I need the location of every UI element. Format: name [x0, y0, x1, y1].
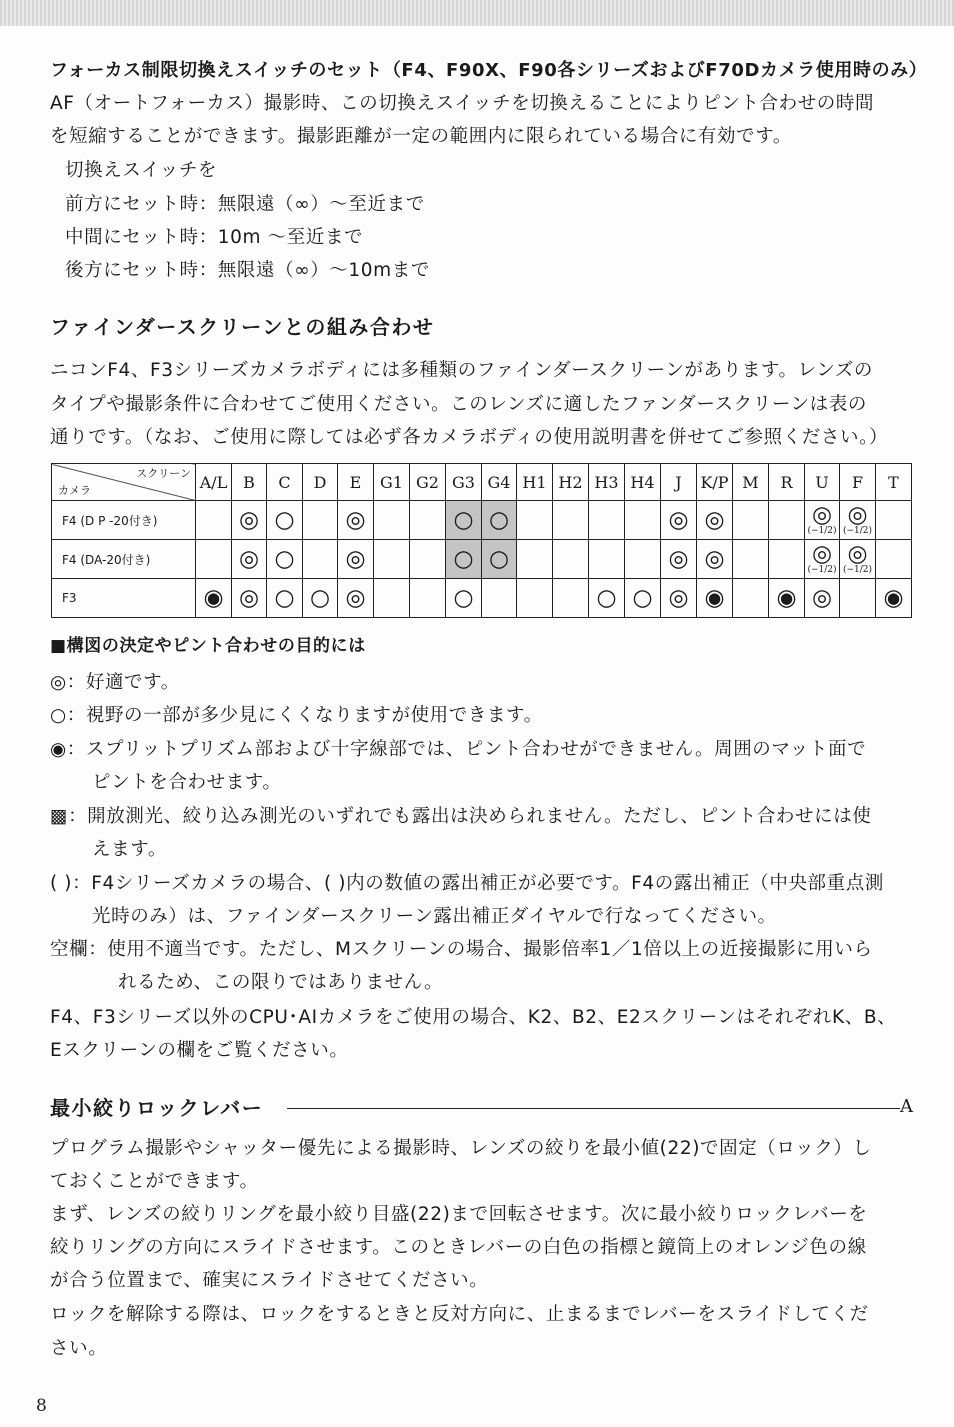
compatibility-cell: [769, 501, 805, 540]
table-row: [52, 579, 912, 618]
compatibility-symbol: ◎: [345, 507, 366, 533]
min-aperture-para-line: ておくことができます。: [50, 1171, 259, 1192]
compatibility-cell: [232, 579, 267, 618]
compatibility-cell: [661, 540, 697, 579]
legend-item: ▩：開放測光、絞り込み測光のいずれでも露出は決められません。ただし、ピント合わせには使: [50, 806, 872, 827]
compatibility-symbol: ◉: [704, 585, 725, 611]
corner-screen-label: スクリーン: [136, 467, 191, 480]
compatibility-cell: [338, 579, 374, 618]
legend-item: ( )：F4シリーズカメラの場合、( )内の数値の露出補正が必要です。F4の露出補正（中央部重点測: [50, 873, 884, 894]
compatibility-cell: [303, 540, 338, 579]
compatibility-cell: [589, 501, 625, 540]
compatibility-cell: [410, 501, 446, 540]
compatibility-cell: [517, 540, 553, 579]
min-aperture-para-line: さい。: [50, 1338, 108, 1359]
table-row: [52, 501, 912, 540]
compatibility-cell: [482, 540, 517, 579]
compatibility-cell: [374, 540, 410, 579]
compatibility-cell: [446, 540, 482, 579]
compatibility-cell: [805, 579, 840, 618]
compatibility-cell: [374, 501, 410, 540]
column-header: A/L: [196, 464, 232, 501]
compatibility-cell: [232, 540, 267, 579]
column-header: G4: [482, 464, 517, 501]
compatibility-cell: [840, 540, 876, 579]
compatibility-cell: [338, 540, 374, 579]
compatibility-cell: [733, 579, 769, 618]
legend-item-cont: れるため、この限りではありません。: [118, 972, 444, 993]
compatibility-cell: [733, 501, 769, 540]
column-header: J: [661, 464, 697, 501]
min-aperture-heading: 最小絞りロックレバー: [50, 1096, 264, 1120]
column-header: B: [232, 464, 267, 501]
column-header: D: [303, 464, 338, 501]
column-header: H1: [517, 464, 553, 501]
legend-item-cont: 光時のみ）は、ファインダースクリーン露出補正ダイヤルで行なってください。: [92, 906, 777, 927]
compatibility-symbol: ◎: [668, 585, 689, 611]
focus-limit-line: 前方にセット時：無限遠（∞）〜至近まで: [65, 194, 425, 215]
column-header: H3: [589, 464, 625, 501]
compatibility-symbol: ◎: [847, 502, 868, 528]
min-aperture-para-line: 絞りリングの方向にスライドさせます。このときレバーの白色の指標と鏡筒上のオレンジ色の線: [50, 1237, 867, 1258]
compatibility-cell: [697, 540, 733, 579]
column-header: U: [805, 464, 840, 501]
table-header-row: [52, 464, 912, 501]
camera-label: F3: [52, 579, 196, 618]
finder-para-line: タイプや撮影条件に合わせてご使用ください。このレンズに適したファンダースクリーンは表の: [50, 394, 867, 415]
finder-para-line: ニコンF4、F3シリーズカメラボディには多種類のファインダースクリーンがあります。レンズの: [50, 360, 874, 381]
compatibility-symbol: ○: [488, 507, 510, 533]
compatibility-symbol: ◎: [668, 507, 689, 533]
compatibility-cell: [303, 579, 338, 618]
compatibility-cell: [661, 579, 697, 618]
exposure-compensation: (−1/2): [842, 565, 873, 575]
compatibility-cell: [410, 540, 446, 579]
compatibility-symbol: ○: [274, 507, 295, 533]
compatibility-cell: [661, 501, 697, 540]
compatibility-symbol: ○: [488, 546, 510, 572]
compatibility-symbol: ◎: [704, 507, 725, 533]
compatibility-cell: [553, 501, 589, 540]
table-row: [52, 540, 912, 579]
compatibility-cell: [517, 501, 553, 540]
compatibility-cell: [267, 540, 303, 579]
compatibility-symbol: ○: [453, 507, 474, 533]
legend-note-line: Eスクリーンの欄をご覧ください。: [50, 1040, 349, 1061]
page-number: 8: [36, 1396, 47, 1416]
compatibility-cell: [697, 501, 733, 540]
compatibility-symbol: ◉: [776, 585, 797, 611]
exposure-compensation: (−1/2): [807, 565, 837, 575]
legend-item: ◎：好適です。: [50, 672, 180, 693]
compatibility-symbol: ◎: [345, 585, 366, 611]
focus-limit-heading: フォーカス制限切換えスイッチのセット（F4、F90X、F90各シリーズおよびF70Dカメラ使用時のみ）: [50, 60, 928, 81]
legend-item-cont: えます。: [92, 839, 167, 860]
finder-para-line: 通りです。（なお、ご使用に際しては必ず各カメラボディの使用説明書を併せてご参照ください。）: [50, 427, 889, 448]
compatibility-symbol: ○: [274, 546, 295, 572]
column-header: K/P: [697, 464, 733, 501]
compatibility-cell: [733, 540, 769, 579]
mode-marker: A: [900, 1096, 913, 1117]
column-header: T: [876, 464, 912, 501]
compatibility-symbol: ○: [309, 585, 331, 611]
compatibility-cell: [589, 579, 625, 618]
compatibility-symbol: ◎: [704, 546, 725, 572]
compatibility-cell: [196, 501, 232, 540]
focus-limit-para-line-2: を短縮することができます。撮影距離が一定の範囲内に限られている場合に有効です。: [50, 126, 792, 147]
compatibility-cell: [625, 540, 661, 579]
compatibility-cell: [625, 501, 661, 540]
compatibility-symbol: ◎: [238, 507, 260, 533]
compatibility-symbol: ○: [596, 585, 617, 611]
compatibility-symbol: ◎: [811, 585, 833, 611]
compatibility-cell: [338, 501, 374, 540]
column-header: R: [769, 464, 805, 501]
focus-limit-para-line-1: AF（オートフォーカス）撮影時、この切換えスイッチを切換えることによりピント合わせの時間: [50, 93, 875, 114]
focus-limit-line: 後方にセット時：無限遠（∞）〜10mまで: [65, 260, 430, 281]
column-header: G1: [374, 464, 410, 501]
scan-top-band: [0, 0, 954, 26]
compatibility-symbol: ◎: [345, 546, 366, 572]
compatibility-cell: [769, 540, 805, 579]
table-corner-cell: [52, 464, 196, 501]
screen-compatibility-table: [51, 463, 912, 618]
compatibility-symbol: ◉: [203, 585, 224, 611]
compatibility-cell: [196, 579, 232, 618]
column-header: H2: [553, 464, 589, 501]
compatibility-cell: [303, 501, 338, 540]
column-header: F: [840, 464, 876, 501]
compatibility-cell: [805, 540, 840, 579]
legend-item: ○：視野の一部が多少見にくくなりますが使用できます。: [50, 705, 543, 726]
compatibility-cell: [840, 501, 876, 540]
compatibility-symbol: ◎: [668, 546, 689, 572]
compatibility-symbol: ○: [453, 546, 474, 572]
compatibility-symbol: ○: [453, 585, 474, 611]
compatibility-cell: [446, 579, 482, 618]
compatibility-symbol: ○: [274, 585, 295, 611]
compatibility-cell: [876, 540, 912, 579]
compatibility-cell: [267, 579, 303, 618]
finder-heading: ファインダースクリーンとの組み合わせ: [50, 315, 435, 339]
compatibility-cell: [267, 501, 303, 540]
compatibility-cell: [482, 579, 517, 618]
compatibility-cell: [374, 579, 410, 618]
compatibility-cell: [876, 501, 912, 540]
compatibility-cell: [697, 579, 733, 618]
column-header: M: [733, 464, 769, 501]
exposure-compensation: (−1/2): [842, 526, 873, 536]
compatibility-cell: [482, 501, 517, 540]
compatibility-symbol: ○: [632, 585, 653, 611]
compatibility-symbol: ◎: [238, 585, 260, 611]
compatibility-symbol: ◎: [238, 546, 260, 572]
compatibility-symbol: ◎: [811, 502, 833, 528]
column-header: H4: [625, 464, 661, 501]
compatibility-cell: [876, 579, 912, 618]
compatibility-cell: [232, 501, 267, 540]
column-header: C: [267, 464, 303, 501]
compatibility-cell: [517, 579, 553, 618]
corner-camera-label: カメラ: [58, 484, 91, 497]
compatibility-cell: [805, 501, 840, 540]
compatibility-cell: [553, 579, 589, 618]
compatibility-cell: [589, 540, 625, 579]
compatibility-cell: [446, 501, 482, 540]
exposure-compensation: (−1/2): [807, 526, 837, 536]
compatibility-cell: [410, 579, 446, 618]
legend-item: 空欄：使用不適当です。ただし、Mスクリーンの場合、撮影倍率1／1倍以上の近接撮影に用いら: [50, 939, 873, 960]
compatibility-cell: [840, 579, 876, 618]
legend-item: ◉：スプリットプリズム部および十字線部では、ピント合わせができません。周囲のマット面で: [50, 739, 867, 760]
min-aperture-para-line: ロックを解除する際は、ロックをするときと反対方向に、止まるまでレバーをスライドしてくだ: [50, 1304, 869, 1325]
compatibility-symbol: ◎: [847, 541, 868, 567]
legend-heading: ■構図の決定やピント合わせの目的には: [50, 636, 366, 656]
min-aperture-para-line: が合う位置まで、確実にスライドさせてください。: [50, 1270, 489, 1291]
min-aperture-para-line: プログラム撮影やシャッター優先による撮影時、レンズの絞りを最小値(22)で固定（ロック）し: [50, 1138, 872, 1159]
column-header: G3: [446, 464, 482, 501]
camera-label: F4 (DA-20付き): [52, 540, 196, 579]
camera-label: F4 (D P -20付き): [52, 501, 196, 540]
compatibility-cell: [625, 579, 661, 618]
compatibility-cell: [769, 579, 805, 618]
focus-limit-line: 中間にセット時：10m 〜至近まで: [65, 227, 364, 248]
compatibility-symbol: ◎: [811, 541, 833, 567]
column-header: G2: [410, 464, 446, 501]
compatibility-cell: [553, 540, 589, 579]
legend-item-cont: ピントを合わせます。: [92, 772, 282, 793]
focus-limit-line: 切換えスイッチを: [65, 160, 218, 181]
legend-note-line: F4、F3シリーズ以外のCPU･AIカメラをご使用の場合、K2、B2、E2スクリーンはそれぞれK、B、: [50, 1007, 897, 1028]
compatibility-cell: [196, 540, 232, 579]
min-aperture-para-line: まず、レンズの絞りリングを最小絞り目盛(22)まで回転させます。次に最小絞りロックレバーを: [50, 1204, 868, 1225]
heading-rule: [287, 1108, 900, 1109]
compatibility-symbol: ◉: [883, 585, 904, 611]
column-header: E: [338, 464, 374, 501]
